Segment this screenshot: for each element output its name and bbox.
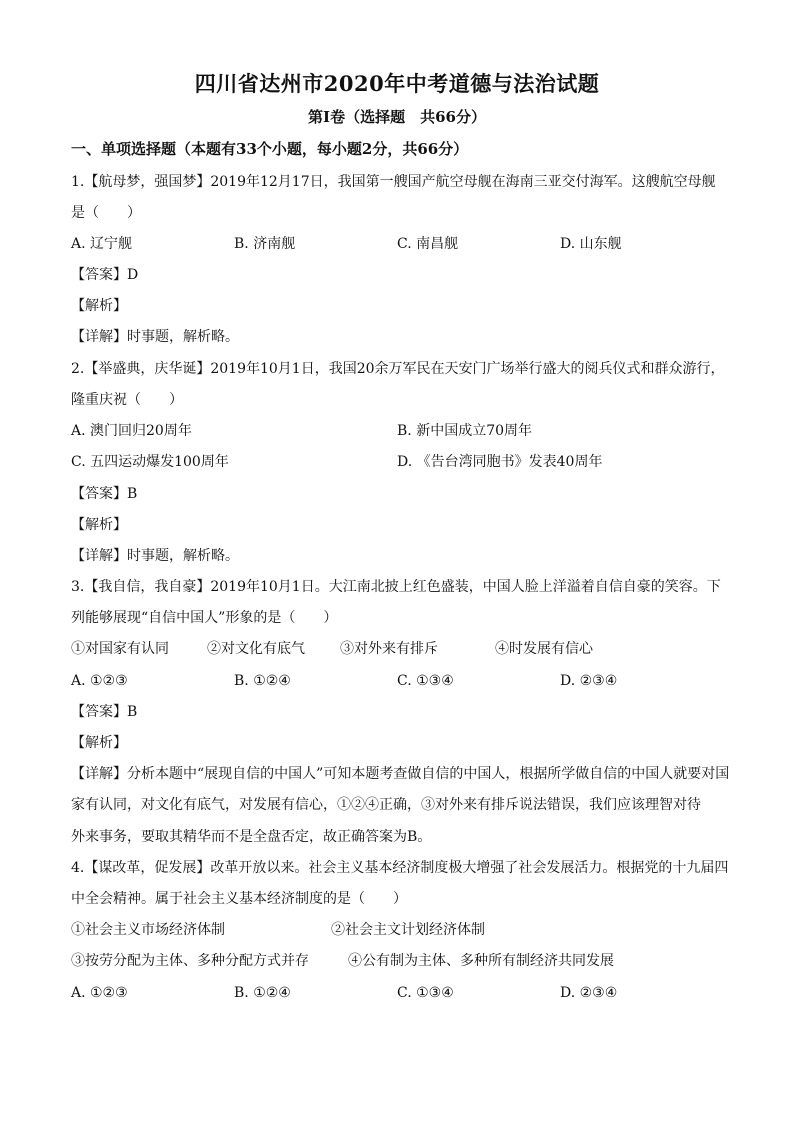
q4-item-1: ①社会主义市场经济体制 — [71, 922, 225, 938]
q3-option-d: D. ②③④ — [560, 673, 618, 689]
q3-item-4: ④时发展有信心 — [495, 641, 593, 657]
q4-item-3: ③按劳分配为主体、多种分配方式并存 — [71, 953, 309, 969]
q1-stem-line2: 是（ ） — [71, 205, 141, 221]
q1-answer: 【答案】D — [71, 267, 139, 283]
q2-option-d: D. 《告台湾同胞书》发表40周年 — [397, 454, 603, 470]
q4-option-c: C. ①③④ — [397, 985, 454, 1001]
q4-option-b: B. ①②④ — [234, 985, 291, 1001]
q1-option-c: C. 南昌舰 — [397, 236, 459, 252]
section-heading: 一、单项选择题（本题有33个小题，每小题2分，共66分） — [71, 140, 469, 158]
q3-detail-line1: 【详解】分析本题中“展现自信的中国人”可知本题考查做自信的中国人，根据所学做自信的中国人就要对国 — [71, 766, 730, 782]
page-subtitle: 第Ⅰ卷（选择题 共66分） — [308, 108, 486, 126]
page-title: 四川省达州市2020年中考道德与法治试题 — [194, 71, 600, 96]
q3-option-c: C. ①③④ — [397, 673, 454, 689]
q4-option-a: A. ①②③ — [71, 985, 128, 1001]
q4-item-2: ②社会主文计划经济体制 — [331, 922, 485, 938]
q2-detail: 【详解】时事题，解析略。 — [71, 548, 239, 564]
q2-stem-line2: 隆重庆祝（ ） — [71, 392, 183, 408]
q3-stem-line1: 3.【我自信，我自豪】2019年10月1日。大江南北披上红色盛装，中国人脸上洋溢着自信自豪的笑容。下 — [71, 579, 721, 595]
q3-item-2: ②对文化有底气 — [207, 641, 305, 657]
q1-option-b: B. 济南舰 — [234, 236, 296, 252]
q3-item-3: ③对外来有排斥 — [340, 641, 438, 657]
q3-stem-line2: 列能够展现“自信中国人”形象的是（ ） — [71, 610, 338, 626]
q3-answer: 【答案】B — [71, 704, 138, 720]
q1-detail: 【详解】时事题，解析略。 — [71, 329, 239, 345]
q3-detail-line2: 家有认同，对文化有底气，对发展有信心，①②④正确，③对外来有排斥说法错误，我们应该理智对待 — [71, 797, 701, 813]
q2-option-b: B. 新中国成立70周年 — [397, 423, 533, 439]
q2-analysis: 【解析】 — [71, 517, 127, 533]
q1-option-a: A. 辽宁舰 — [71, 236, 133, 252]
q4-stem-line1: 4.【谋改革，促发展】改革开放以来。社会主义基本经济制度极大增强了社会发展活力。根据党的十九届四 — [71, 860, 729, 876]
q1-stem-line1: 1.【航母梦，强国梦】2019年12月17日，我国第一艘国产航空母舰在海南三亚交付海军。这艘航空母舰 — [71, 174, 716, 190]
q3-detail-line3: 外来事务，要取其精华而不是全盘否定，故正确答案为B。 — [71, 829, 432, 845]
q4-stem-line2: 中全会精神。属于社会主义基本经济制度的是（ ） — [71, 891, 407, 907]
q2-stem-line1: 2.【举盛典，庆华诞】2019年10月1日，我国20余万军民在天安门广场举行盛大的阅兵仪式和群众游行， — [71, 361, 725, 377]
q3-option-a: A. ①②③ — [71, 673, 128, 689]
q2-option-a: A. 澳门回归20周年 — [71, 423, 192, 439]
q4-item-4: ④公有制为主体、多种所有制经济共同发展 — [348, 953, 614, 969]
q3-analysis: 【解析】 — [71, 735, 127, 751]
q2-option-c: C. 五四运动爆发100周年 — [71, 454, 229, 470]
q1-analysis: 【解析】 — [71, 298, 127, 314]
q3-option-b: B. ①②④ — [234, 673, 291, 689]
q3-item-1: ①对国家有认同 — [71, 641, 169, 657]
q4-option-d: D. ②③④ — [560, 985, 618, 1001]
q2-answer: 【答案】B — [71, 486, 138, 502]
q1-option-d: D. 山东舰 — [560, 236, 622, 252]
